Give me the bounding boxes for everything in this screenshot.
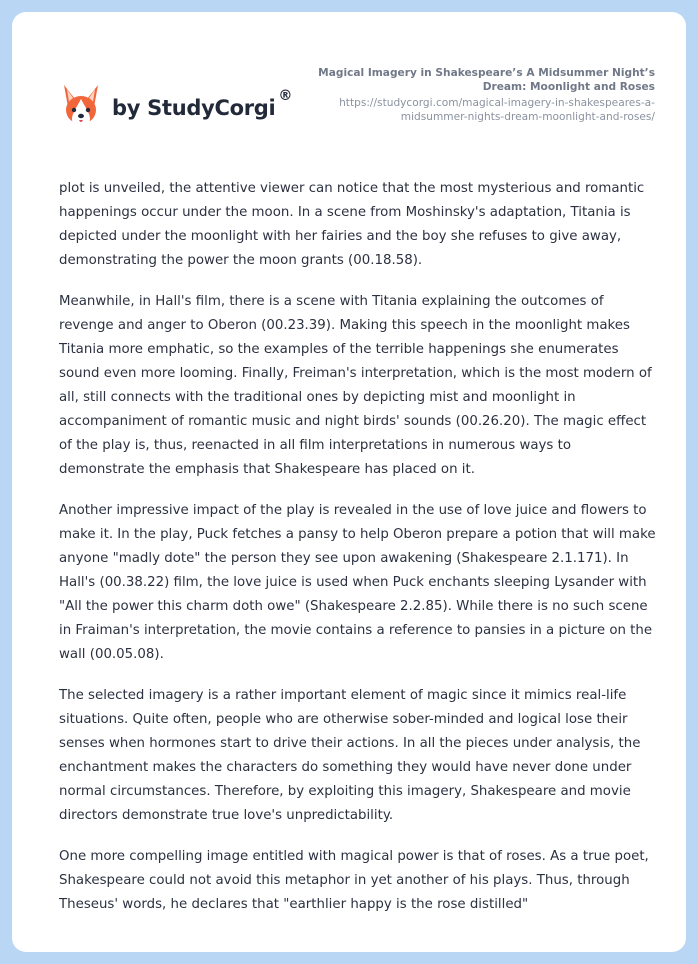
paragraph: The selected imagery is a rather important element of magic since it mimics real-life situations. Quite often, people who are otherwise sober-minded and logical lose their senses when hormones start to drive their actions. In all the pieces under analysis, the enchantment makes the characters do something they would have never done under normal circumstances. Therefore, by exploiting this imagery, Shakespeare and movie directors demonstrate true love's unpredictability. xyxy=(59,688,641,823)
document-page xyxy=(12,12,686,952)
document-title: Magical Imagery in Shakespeare’s A Midsummer Night’s Dream: Moonlight and Roses xyxy=(318,67,655,93)
studycorgi-logo[interactable] xyxy=(60,76,292,136)
document-meta xyxy=(295,66,655,124)
brand-name: by StudyCorgi xyxy=(112,96,276,120)
paragraph: One more compelling image entitled with magical power is that of roses. As a true poet, Shakespeare could not avoid this metaphor in yet another of his plays. Thus, through Theseus' words, he declares that "earthlier happy is the rose distilled" xyxy=(59,849,649,912)
page-header xyxy=(12,12,686,162)
registered-mark: ® xyxy=(278,88,293,104)
paragraph: plot is unveiled, the attentive viewer can notice that the most mysterious and romantic happenings occur under the moon. In a scene from Moshinsky's adaptation, Titania is depicted under the moonlight with her fairies and the boy she refuses to give away, demonstrating the power the moon grants (00.18.58). xyxy=(59,181,645,268)
corgi-icon xyxy=(60,83,102,129)
paragraph: Meanwhile, in Hall's film, there is a scene with Titania explaining the outcomes of revenge and anger to Oberon (00.23.39). Making this speech in the moonlight makes Titania more emphatic, so the examples of the terrible happenings she enumerates sound even more looming. Finally, Freiman's interpretation, which is the most modern of all, still connects with the traditional ones by depicting mist and moonlight in accompaniment of romantic music and night birds' sounds (00.26.20). The magic effect of the play is, thus, reenacted in all film interpretations in numerous ways to demonstrate the emphasis that Shakespeare has placed on it. xyxy=(59,294,652,477)
document-body xyxy=(59,177,657,934)
paragraph: Another impressive impact of the play is revealed in the use of love juice and flowers to make it. In the play, Puck fetches a pansy to help Oberon prepare a potion that will make anyone "madly dote" the person they see upon awakening (Shakespeare 2.1.171). In Hall's (00.38.22) film, the love juice is used when Puck enchants sleeping Lysander with "All the power this charm doth owe" (Shakespeare 2.2.85). While there is no such scene in Fraiman's interpretation, the movie contains a reference to pansies in a picture on the wall (00.05.08). xyxy=(59,503,656,662)
document-url[interactable]: https://studycorgi.com/magical-imagery-in-shakespeares-a-midsummer-nights-dream-moonlight-and-roses/ xyxy=(339,97,655,123)
